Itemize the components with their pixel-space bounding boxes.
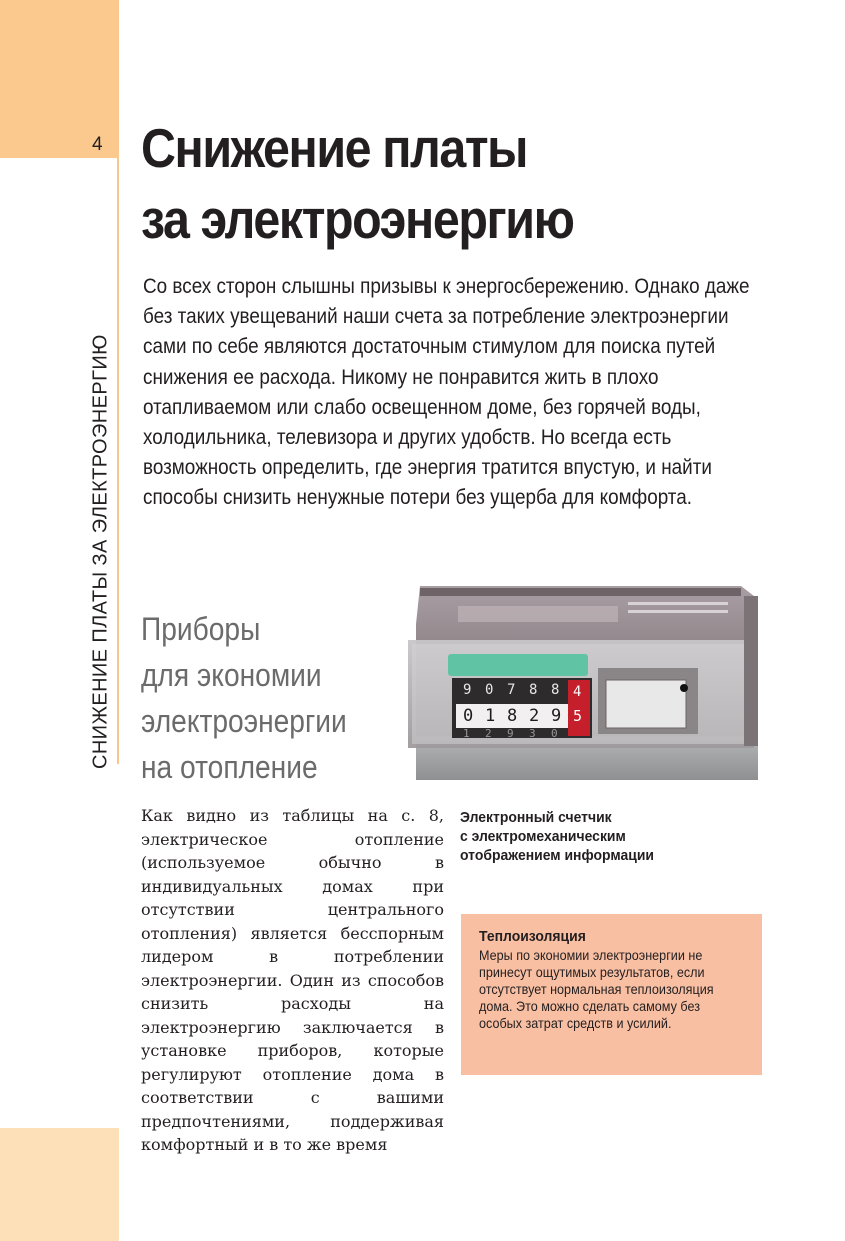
caption-line-3: отображением информации <box>460 847 654 864</box>
body-column: Как видно из таблицы на с. 8, электрическое отопление (используемое обычно в индивидуальных домах при отсутствии центрального отопления) является бесспорным лидером в потреблении электроэнергии. Один из способов снизить расходы на электроэнергию заключается в установке приборов, которые регулируют отопление дома в соответствии с вашими предпочтениями, поддерживая комфортный и в то же время <box>141 806 444 1154</box>
counter-red-digit: 5 <box>573 707 583 725</box>
title-line-1: Снижение платы <box>141 117 528 179</box>
counter-digit-top-3: 7 <box>507 682 516 698</box>
counter-digit-5: 9 <box>551 706 562 726</box>
meter-window <box>598 668 698 734</box>
counter-digit-top-1: 9 <box>463 682 472 698</box>
meter-counter <box>452 678 592 740</box>
counter-digit-bot-1: 1 <box>463 727 470 740</box>
side-rule <box>117 158 119 764</box>
page-title <box>141 113 722 255</box>
counter-digit-top-4: 8 <box>529 682 538 698</box>
counter-digit-bot-2: 2 <box>485 727 492 740</box>
page-number: 4 <box>92 134 103 155</box>
title-line-2: за электроэнергию <box>141 188 574 250</box>
section-heading-line-4: на отопление <box>141 749 318 785</box>
sidebar-box <box>461 914 762 1075</box>
sidebar-text: Меры по экономии электроэнергии не принесут ощутимых результатов, если отсутствует нормальная теплоизоляция дома. Это можно сделать самому без особых затрат средств и усилий. <box>479 947 714 1031</box>
caption-line-2: с электромеханическим <box>460 828 626 845</box>
counter-red-digit-top: 4 <box>573 684 582 700</box>
section-heading-line-1: Приборы <box>141 611 261 647</box>
counter-digit-bot-5: 0 <box>551 727 558 740</box>
counter-digit-bot-4: 3 <box>529 727 536 740</box>
counter-digit-top-5: 8 <box>551 682 560 698</box>
section-heading-line-2: для экономии <box>141 657 322 693</box>
counter-digit-2: 1 <box>485 706 496 726</box>
running-head: СНИЖЕНИЕ ПЛАТЫ ЗА ЭЛЕКТРОЭНЕРГИЮ <box>89 334 112 769</box>
intro-paragraph: Со всех сторон слышны призывы к энергосбережению. Однако даже без таких увещеваний наши счета за потребление электроэнергии сами по себе являются достаточным стимулом для поиска путей снижения ее расхода. Никому не понравится жить в плохо отапливаемом или слабо освещенном доме, без горячей воды, холодильника, телевизора и других удобств. Но всегда есть возможность определить, где энергия тратится впустую, и найти способы снизить ненужные потери без ущерба для комфорта. <box>143 275 750 510</box>
counter-digit-1: 0 <box>463 706 474 726</box>
photo-caption <box>460 808 711 865</box>
section-heading <box>141 606 387 790</box>
counter-digit-4: 2 <box>529 706 540 726</box>
meter-led <box>680 684 688 692</box>
counter-digit-bot-3: 9 <box>507 727 514 740</box>
caption-line-1: Электронный счетчик <box>460 809 612 826</box>
section-heading-line-3: электроэнергии <box>141 703 347 739</box>
counter-digit-top-2: 0 <box>485 682 494 698</box>
counter-digit-3: 8 <box>507 706 518 726</box>
chapter-tab-bottom <box>0 1128 119 1241</box>
sidebar-title: Теплоизоляция <box>479 928 586 945</box>
electricity-meter-photo <box>408 584 758 780</box>
meter-green-indicator <box>448 654 588 676</box>
